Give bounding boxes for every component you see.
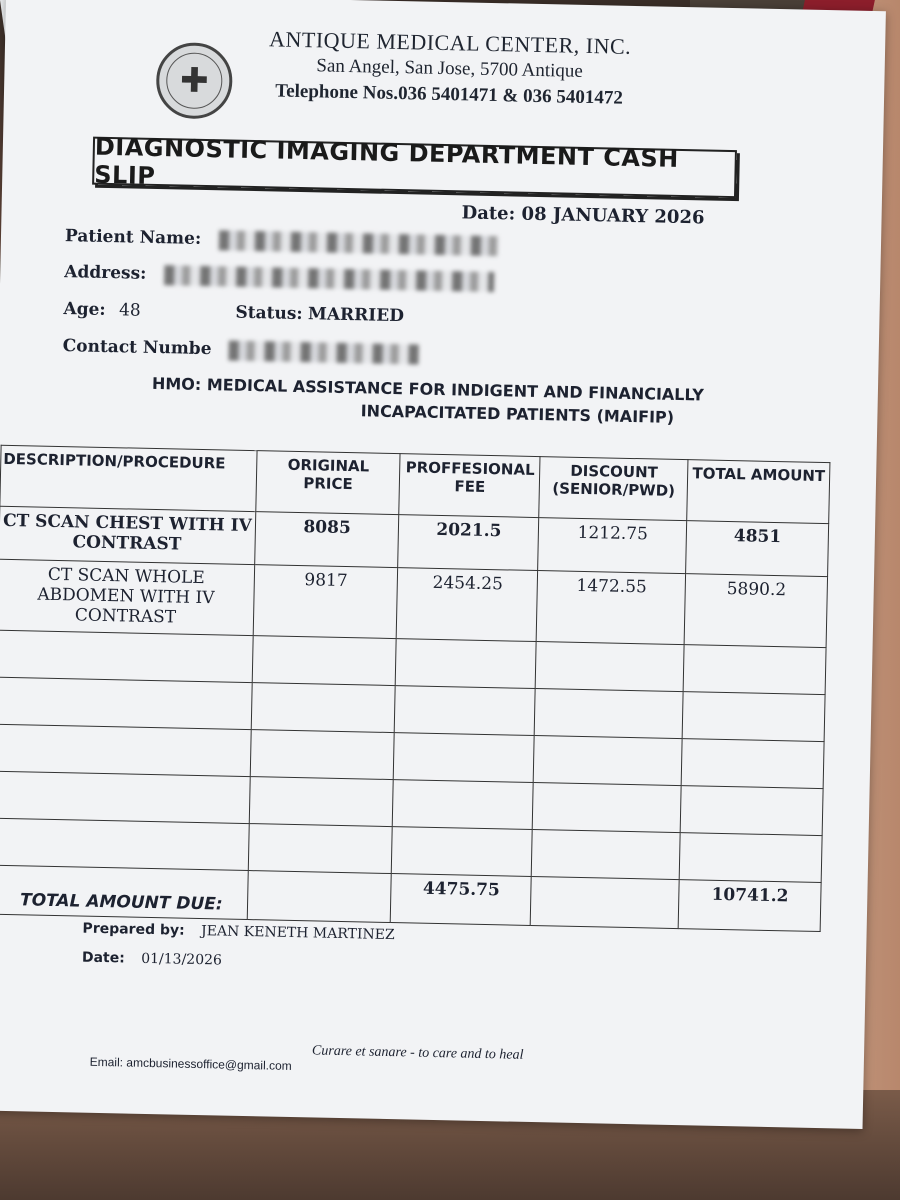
row-total-amount: 4851 [686,521,829,577]
patient-name-label: Patient Name: [64,226,202,249]
address-label: Address: [64,262,147,284]
header-discount [539,457,688,521]
hmo-line-2: INCAPACITATED PATIENTS (MAIFIP) [360,401,675,427]
redacted-name [218,230,498,256]
status-row [235,303,404,327]
procedure-table [0,445,830,932]
slip-date-value: 08 JANUARY 2026 [521,203,705,229]
prepared-by-name: JEAN KENETH MARTINEZ [200,923,395,944]
row-original-price: 9817 [253,565,398,639]
row-description: CT SCAN WHOLE ABDOMEN WITH IV CONTRAST [0,559,255,635]
row-description: CT SCAN CHEST WITH IV CONTRAST [0,506,256,564]
header-total-amount: TOTAL AMOUNT [687,460,830,524]
redacted-address [164,265,494,292]
prepared-date-row [82,950,222,969]
institution-name: ANTIQUE MEDICAL CENTER, INC. [268,26,632,59]
total-professional-fee: 4475.75 [391,874,532,926]
age-label: Age: [63,299,106,320]
total-due-label: TOTAL AMOUNT DUE: [0,865,248,919]
age-value: 48 [118,300,141,321]
total-amount-due: 10741.2 [678,880,821,932]
row-discount: 1472.55 [537,571,686,645]
address-row [64,262,494,291]
hospital-seal-logo: ✚ [156,42,234,120]
office-email: Email: amcbusinessoffice@gmail.com [89,1054,292,1074]
header-discount-line1: DISCOUNT [570,461,659,482]
header-discount-line2: (SENIOR/PWD) [552,479,676,500]
contact-row [62,336,419,364]
redacted-contact [229,340,419,364]
slip-date-label: Date: [461,202,516,225]
age-row [63,299,141,321]
header-fee-line1: PROFFESIONAL [405,458,535,479]
status-value: MARRIED [307,304,405,327]
header-original-line1: ORIGINAL [287,455,370,476]
prepared-by-label: Prepared by: [82,920,185,939]
row-professional-fee: 2454.25 [397,568,538,642]
header-professional-fee [399,454,540,518]
row-total-amount: 5890.2 [684,574,827,648]
prepared-by-row [82,921,394,944]
patient-name-row [65,226,499,256]
prepared-date-label: Date: [81,949,125,967]
slip-date [461,202,704,228]
row-original-price: 8085 [255,512,400,568]
motto: Curare et sanare - to care and to heal [311,1043,524,1063]
row-discount: 1212.75 [538,518,687,574]
department-title: DIAGNOSTIC IMAGING DEPARTMENT CASH SLIP [92,137,737,198]
header-fee-line2: FEE [454,477,486,496]
institution-telephone: Telephone Nos.036 5401471 & 036 5401472 [275,80,624,109]
hmo-line-1: HMO: MEDICAL ASSISTANCE FOR INDIGENT AND FINANCIALLY [151,373,704,405]
row-professional-fee: 2021.5 [398,515,539,571]
header-original-line2: PRICE [303,474,353,494]
institution-address: San Angel, San Jose, 5700 Antique [316,55,584,82]
prepared-date-value: 01/13/2026 [141,950,223,969]
status-label: Status: [235,302,303,325]
header-description: DESCRIPTION/PROCEDURE [0,445,257,511]
contact-label: Contact Numbe [62,336,212,360]
header-original-price [256,451,401,515]
